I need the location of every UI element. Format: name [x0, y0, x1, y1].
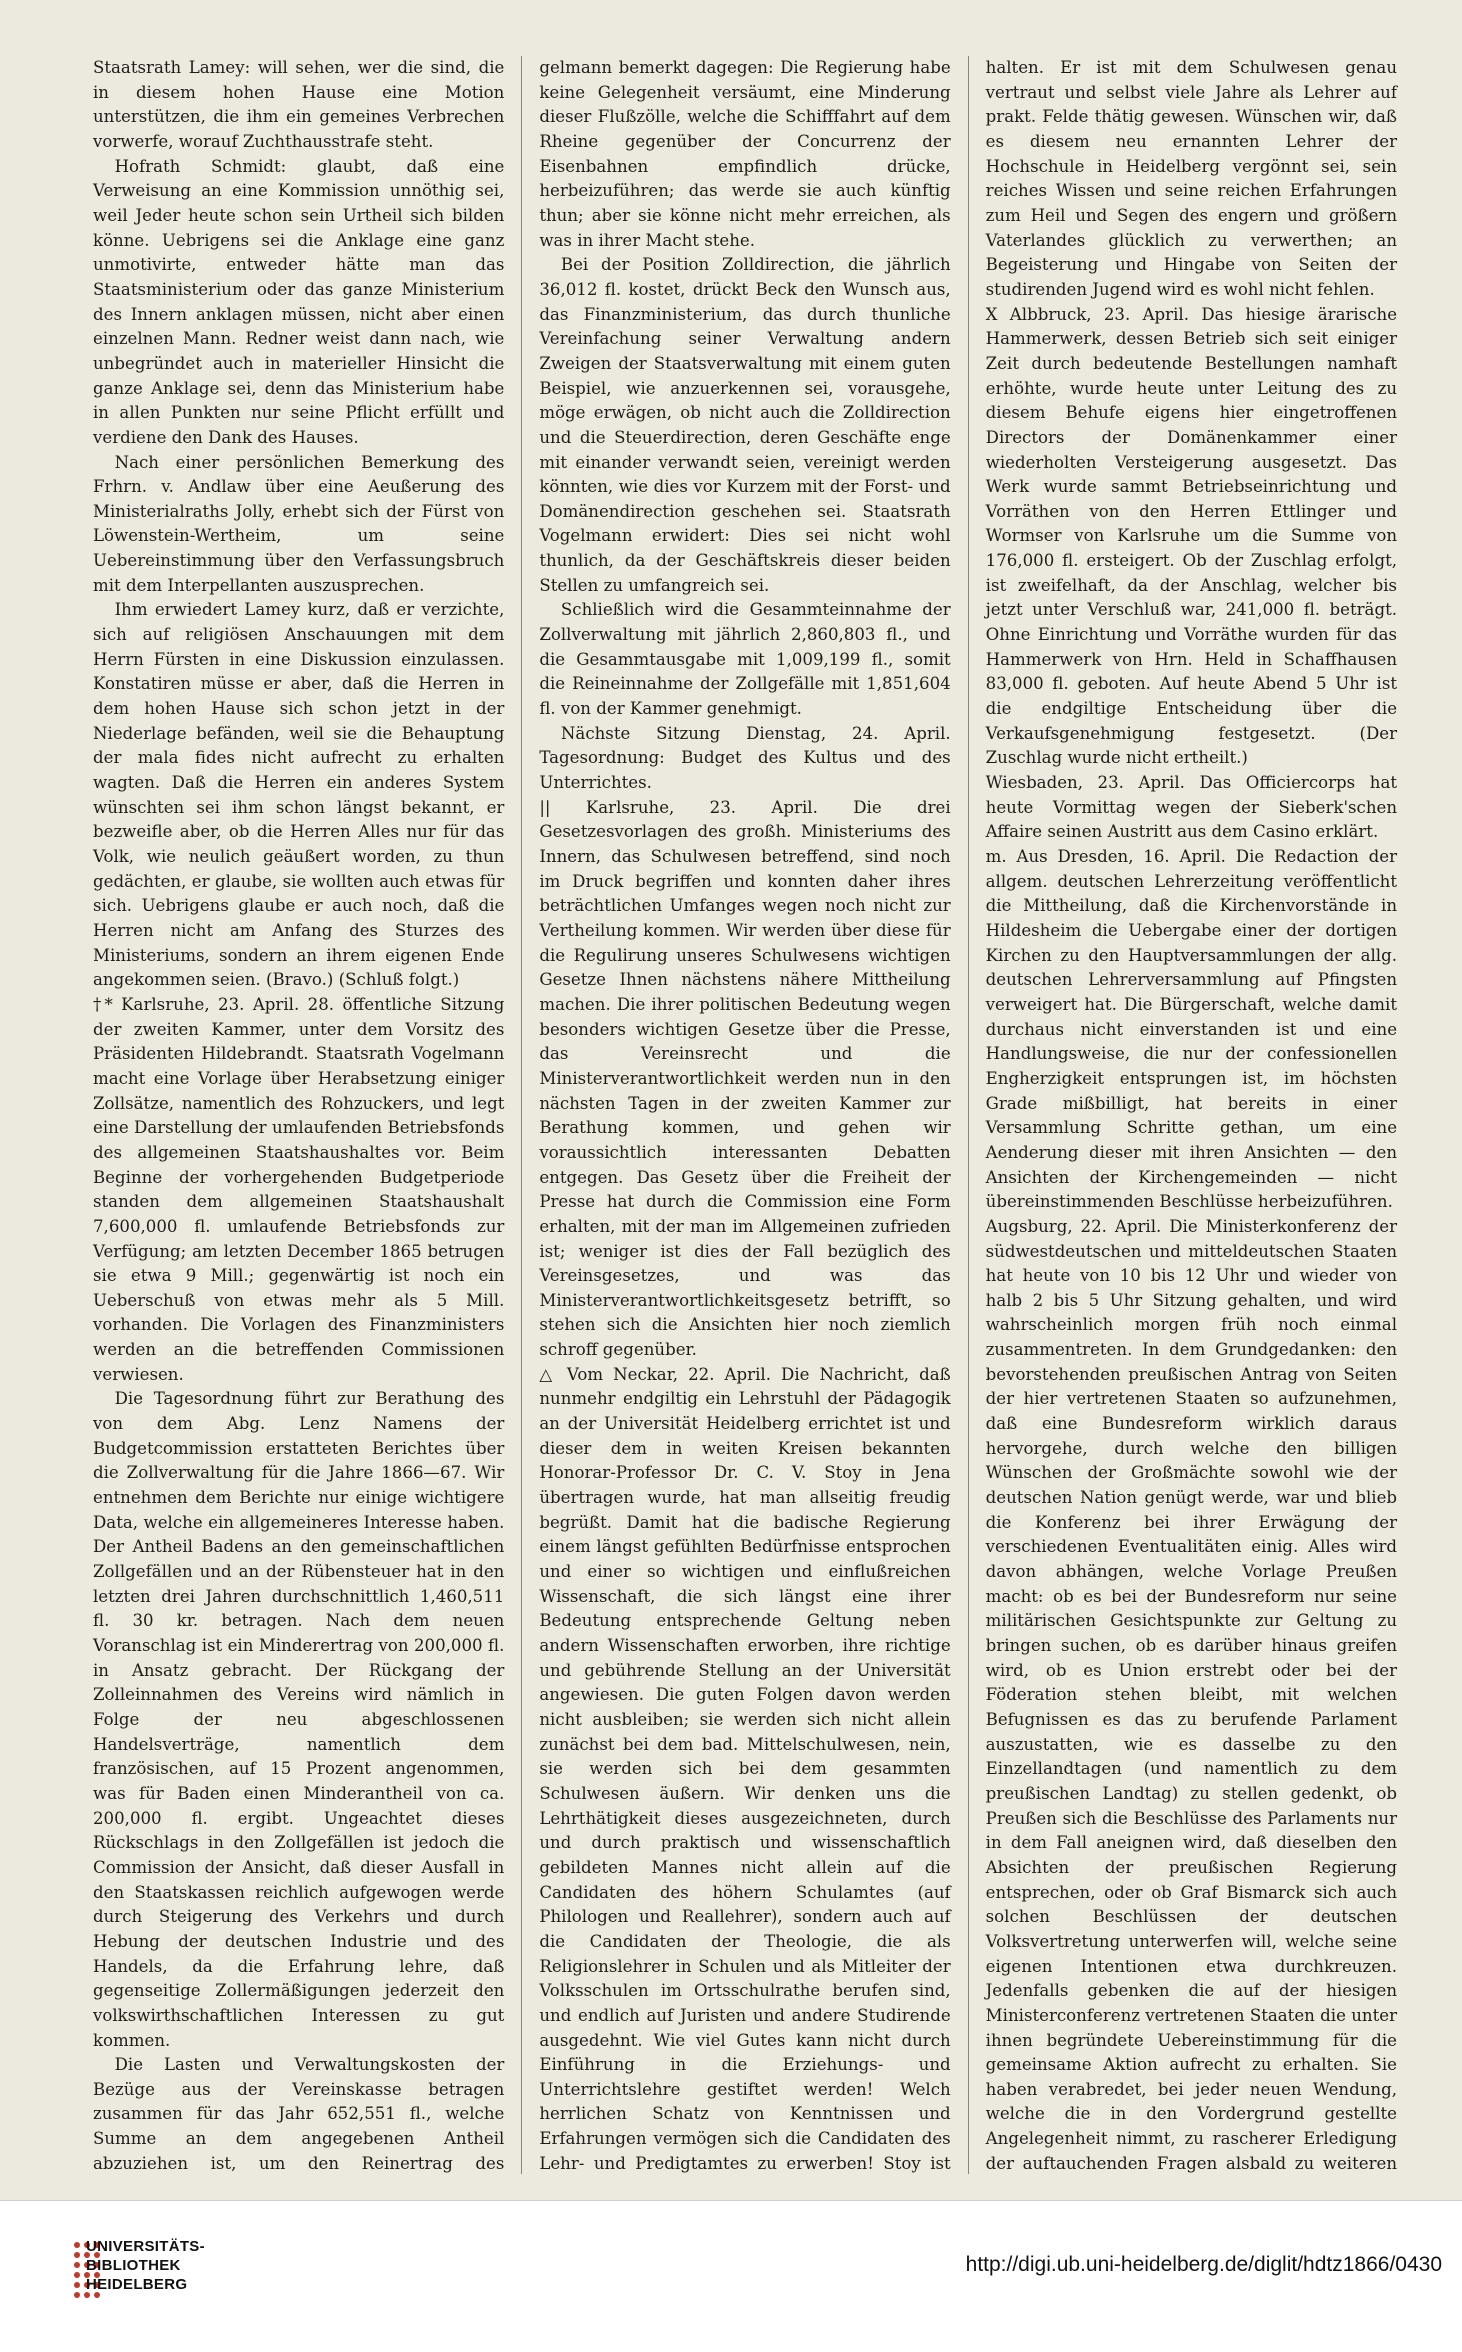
library-name-line: HEIDELBERG — [86, 2276, 188, 2293]
article-paragraph: X Albbruck, 23. April. Das hiesige ärarische Hammerwerk, dessen Betrieb sich seit einiger Zeit durch bedeutende Bestellungen namhaft erhöhte, wurde heute unter Leitung des zu diesem Behufe eigens hier eingetroffenen Directors der Domänenkammer einer wiederholten Versteigerung ausgesetzt. Das Werk wurde sammt Betriebseinrichtung und Vorräthen von den Herren Ettlinger und Wormser von Karlsruhe um die Summe von 176,000 fl. ersteigert. Ob der Zuschlag erfolgt, ist zweifelhaft, da der Anschlag, welcher bis jetzt unter Verschluß war, 241,000 fl. beträgt. Ohne Einrichtung und Vorräthe wurden für das Hammerwerk von Hrn. Held in Schaffhausen 83,000 fl. geboten. Auf heute Abend 5 Uhr ist die endgiltige Entscheidung über die Verkaufsgenehmigung festgesetzt. (Der Zuschlag wurde nicht ertheilt.) — [985, 304, 1398, 768]
article-paragraph: †* Karlsruhe, 23. April. 28. öffentliche Sitzung der zweiten Kammer, unter dem Vorsitz des Präsidenten Hildebrandt. Staatsrath Vogelmann macht eine Vorlage über Herabsetzung einiger Zollsätze, namentlich des Rohzuckers, und legt eine Darstellung der umlaufenden Betriebsfonds des allgemeinen Staatshaushaltes vor. Beim Beginne der vorhergehenden Budgetperiode standen dem allgemeinen Staatshaushalt 7,600,000 fl. umlaufende Betriebsfonds zur Verfügung; am letzten December 1865 betrugen sie etwa 9 Mill.; gegenwärtig ist noch ein Ueberschuß von etwas mehr als 5 Mill. vorhanden. Die Vorlagen des Finanzministers werden an die betreffenden Commissionen verwiesen. — [93, 994, 505, 1384]
article-paragraph: Nach einer persönlichen Bemerkung des Frhrn. v. Andlaw über eine Aeußerung des Ministerialraths Jolly, erhebt sich der Fürst von Löwenstein-Wertheim, um seine Uebereinstimmung über den Verfassungsbruch mit dem Interpellanten auszusprechen. — [93, 452, 505, 595]
article-paragraph: halten. Er ist mit dem Schulwesen genau vertraut und selbst viele Jahre als Lehrer auf prakt. Felde thätig gewesen. Wünschen wir, daß es diesem neu ernannten Lehrer der Hochschule in Heidelberg vergönnt sei, sein reiches Wissen und seine reichen Erfahrungen zum Heil und Segen des engern und größern Vaterlandes glücklich zu verwerthen; an Begeisterung und Hingabe von Seiten der studirenden Jugend wird es wohl nicht fehlen. — [985, 58, 1398, 299]
article-paragraph: △ Vom Neckar, 22. April. Die Nachricht, daß nunmehr endgiltig ein Lehrstuhl der Pädagogik an der Universität Heidelberg errichtet ist und dieser dem in weiten Kreisen bekannten Honorar-Professor Dr. C. V. Stoy in Jena übertragen wurde, hat man allseitig freudig begrüßt. Damit hat die badische Regierung einem längst gefühlten Bedürfnisse entsprochen und einer so wichtigen und einflußreichen Wissenschaft, die sich längst eine ihrer Bedeutung entsprechende Geltung neben andern Wissenschaften erworben, ihre richtige und gebührende Stellung an der Universität angewiesen. Die guten Folgen davon werden nicht ausbleiben; sie werden sich nicht allein zunächst bei dem bad. Mittelschulwesen, nein, sie werden sich bei dem gesammten Schulwesen äußern. Wir denken uns die Lehrthätigkeit dieses ausgezeichneten, durch und durch praktisch und wissenschaftlich gebildeten Mannes nicht allein auf die Candidaten des höhern Schulamtes (auf Philologen und Reallehrer), sondern auch auf die Candidaten der Theologie, die als Religionslehrer in Schulen und als Mitleiter der Volksschulen im Ortsschulrathe berufen sind, und endlich auf Juristen und andere Studirende ausgedehnt. Wie viel Gutes kann nicht durch Einführung in die Erziehungs- und Unterrichtslehre gestiftet werden! Welch herrlichen Schatz von Kenntnissen und Erfahrungen vermögen sich die Candidaten des Lehr- und Predigtamtes zu erwerben! Stoy ist — [539, 1364, 951, 2173]
article-paragraph: Wiesbaden, 23. April. Das Officiercorps hat heute Vormittag wegen der Sieberk'schen Affaire seinen Austritt aus dem Casino erklärt. — [985, 773, 1398, 842]
article-paragraph: Ihm erwiedert Lamey kurz, daß er verzichte, sich auf religiösen Anschauungen mit dem Herrn Fürsten in eine Diskussion einzulassen. Konstatiren müsse er aber, daß die Herren in dem hohen Hause sich schon jetzt in der Niederlage befänden, weil sie die Behauptung der mala fides nicht aufrecht zu erhalten wagten. Daß die Herren ein anderes System wünschten sei ihm schon längst bekannt, er bezweifle aber, ob die Herren Alles nur für das Volk, wie neulich geäußert worden, zu thun gedächten, er glaube, sie wollten auch etwas für sich. Uebrigens glaube er auch noch, daß die Herren nicht am Anfang des Sturzes des Ministeriums, sondern an ihrem eigenen Ende angekommen seien. (Bravo.) (Schluß folgt.) — [93, 600, 505, 990]
article-paragraph: m. Aus Dresden, 16. April. Die Redaction der allgem. deutschen Lehrerzeitung veröffentlicht die Mittheilung, daß die Kirchenvorstände in Hildesheim die Uebergabe einer der dortigen Kirchen zu den Hauptversammlungen der allg. deutschen Lehrerversammlung auf Pfingsten verweigert hat. Die Bürgerschaft, welche damit durchaus nicht einverstanden ist und eine Handlungsweise, die nur der confessionellen Engherzigkeit entsprungen ist, im höchsten Grade mißbilligt, hat bereits in einer Versammlung Schritte gethan, um eine Aenderung dieser mit ihren Ansichten — den Ansichten der Kirchengemeinden — nicht übereinstimmenden Beschlüsse herbeizuführen. — [985, 847, 1398, 1212]
source-url-link[interactable]: http://digi.ub.uni-heidelberg.de/diglit/hdtz1866/0430 — [965, 2253, 1442, 2276]
article-paragraph: Hofrath Schmidt: glaubt, daß eine Verweisung an eine Kommission unnöthig sei, weil Jeder heute schon sein Urtheil sich bilden könne. Uebrigens sei die Anklage eine ganz unmotivirte, entweder hätte man das Staatsministerium oder das ganze Ministerium des Innern anklagen müssen, nicht aber einen einzelnen Mann. Redner weist dann nach, wie unbegründet auch in materieller Hinsicht die ganze Anklage sei, denn das Ministerium habe in allen Punkten nur seine Pflicht erfüllt und verdiene den Dank des Hauses. — [93, 156, 505, 447]
article-paragraph: Bei der Position Zolldirection, die jährlich 36,012 fl. kostet, drückt Beck den Wunsch aus, das Finanzministerium, das durch thunliche Vereinfachung seiner Verwaltung andern Zweigen der Staatsverwaltung mit einem guten Beispiel, wie anzuerkennen sei, vorausgehe, möge erwägen, ob nicht auch die Zolldirection und die Steuerdirection, deren Geschäfte enge mit einander verwandt seien, vereinigt werden könnten, wie dies vor Kurzem mit der Forst- und Domänendirection geschehen sei. Staatsrath Vogelmann erwidert: Dies sei nicht wohl thunlich, da der Geschäftskreis dieser beiden Stellen zu umfangreich sei. — [539, 255, 951, 595]
text-columns — [82, 56, 1408, 2174]
footer-bar — [0, 2200, 1462, 2352]
article-paragraph: Nächste Sitzung Dienstag, 24. April. Tagesordnung: Budget des Kultus und des Unterrichtes. — [539, 723, 951, 793]
column-middle — [528, 56, 961, 2174]
column-rule — [968, 56, 969, 2174]
article-paragraph: Die Lasten und Verwaltungskosten der Bezüge aus der Vereinskasse betragen zusammen für das Jahr 652,551 fl., welche Summe an dem angegebenen Antheil abzuziehen ist, um den Reinertrag des — [93, 2055, 505, 2173]
column-left — [82, 56, 515, 2174]
article-paragraph: Die Tagesordnung führt zur Berathung des von dem Abg. Lenz Namens der Budgetcommission erstatteten Berichtes über die Zollverwaltung für die Jahre 1866—67. Wir entnehmen dem Berichte nur einige wichtigere Data, welche ein allgemeineres Interesse haben. Der Antheil Badens an den gemeinschaftlichen Zollgefällen und an der Rübensteuer hat in den letzten drei Jahren durchschnittlich 1,460,511 fl. 30 kr. betragen. Nach dem neuen Voranschlag ist ein Minderertrag von 200,000 fl. in Ansatz gebracht. Der Rückgang der Zolleinnahmen des Vereins wird nämlich in Folge der neu abgeschlossenen Handelsverträge, namentlich dem französischen, auf 15 Prozent angenommen, was für Baden einen Minderantheil von ca. 200,000 fl. ergibt. Ungeachtet dieses Rückschlags in den Zollgefällen ist jedoch die Commission der Ansicht, daß dieser Ausfall in den Staatskassen reichlich aufgewogen werde durch Steigerung des Verkehrs und durch Hebung der deutschen Industrie und des Handels, da die Erfahrung lehre, daß gegenseitige Zollermäßigungen jederzeit den volkswirthschaftlichen Interessen zu gut kommen. — [93, 1389, 505, 2050]
article-paragraph: Staatsrath Lamey: will sehen, wer die sind, die in diesem hohen Hause eine Motion unterstützen, die ihm ein gemeines Verbrechen vorwerfe, worauf Zuchthausstrafe steht. — [93, 58, 505, 151]
article-paragraph: gelmann bemerkt dagegen: Die Regierung habe keine Gelegenheit versäumt, eine Minderung dieser Flußzölle, welche die Schifffahrt auf dem Rheine gegenüber der Concurrenz der Eisenbahnen empfindlich drücke, herbeizuführen; das werde sie auch künftig thun; aber sie könne nicht mehr erreichen, als was in ihrer Macht stehe. — [539, 58, 951, 250]
column-rule — [521, 56, 522, 2174]
article-paragraph: || Karlsruhe, 23. April. Die drei Gesetzesvorlagen des großh. Ministeriums des Innern, das Schulwesen betreffend, sind noch im Druck begriffen und konnten daher ihres beträchtlichen Umfanges wegen noch nicht zur Vertheilung kommen. Wir werden über diese für die Regulirung unseres Schulwesens wichtigen Gesetze Ihnen nächstens nähere Mittheilung machen. Die ihrer politischen Bedeutung wegen besonders wichtigen Gesetze über die Presse, das Vereinsrecht und die Ministerverantwortlichkeit werden nun in den nächsten Tagen in der zweiten Kammer zur Berathung kommen, und gehen wir voraussichtlich interessanten Debatten entgegen. Das Gesetz über die Freiheit der Presse hat durch die Commission eine Form erhalten, mit der man im Allgemeinen zufrieden ist; weniger ist dies der Fall bezüglich des Vereinsgesetzes, und was das Ministerverantwortlichkeitsgesetz betrifft, so stehen sich die Ansichten hier noch ziemlich schroff gegenüber. — [539, 797, 951, 1360]
library-name-line: UNIVERSITÄTS- — [86, 2238, 205, 2255]
article-paragraph: Augsburg, 22. April. Die Ministerkonferenz der südwestdeutschen und mitteldeutschen Staaten hat heute von 10 bis 12 Uhr und wieder von halb 2 bis 5 Uhr Sitzung gehalten, und wird wahrscheinlich morgen früh noch einmal zusammentreten. In dem Grundgedanken: den bevorstehenden preußischen Antrag von Seiten der hier vertretenen Staaten so aufzunehmen, daß eine Bundesreform wirklich daraus hervorgehe, durch welche den billigen Wünschen der Großmächte sowohl wie der deutschen Nation genügt werde, war und blieb die Konferenz bei ihrer Erwägung der verschiedenen Eventualitäten einig. Alles wird davon abhängen, welche Vorlage Preußen macht: ob es bei der Bundesreform nur seine militärischen Gesichtspunkte zur Geltung zu bringen suchen, ob es darüber hinaus greifen wird, ob es Union erstrebt oder bei der Föderation stehen bleibt, mit welchen Befugnissen es das zu berufende Parlament auszustatten, wie es dasselbe zu den Einzellandtagen (und namentlich zu dem preußischen Landtag) zu stellen gedenkt, ob Preußen sich die Beschlüsse des Parlaments nur in dem Fall aneignen wird, daß dieselben den Absichten der preußischen Regierung entsprechen, oder ob Graf Bismarck sich auch solchen Beschlüssen der deutschen Volksvertretung unterwerfen will, welche seine eigenen Intentionen etwa durchkreuzen. Jedenfalls gebenken die auf der hiesigen Ministerconferenz vertretenen Staaten die unter ihnen begründete Uebereinstimmung für die gemeinsame Aktion aufrecht zu erhalten. Sie haben verabredet, bei jeder neuen Wendung, welche die in den Vordergrund gestellte Angelegenheit nimmt, zu rascherer Erledigung der auftauchenden Fragen alsbald zu weiteren — [985, 1216, 1398, 2173]
column-right — [975, 56, 1408, 2174]
article-paragraph: Schließlich wird die Gesammteinnahme der Zollverwaltung mit jährlich 2,860,803 fl., und die Gesammtausgabe mit 1,009,199 fl., somit die Reineinnahme der Zollgefälle mit 1,851,604 fl. von der Kammer genehmigt. — [539, 600, 951, 719]
library-name — [86, 2237, 205, 2294]
library-name-line: BIBLIOTHEK — [86, 2257, 181, 2274]
